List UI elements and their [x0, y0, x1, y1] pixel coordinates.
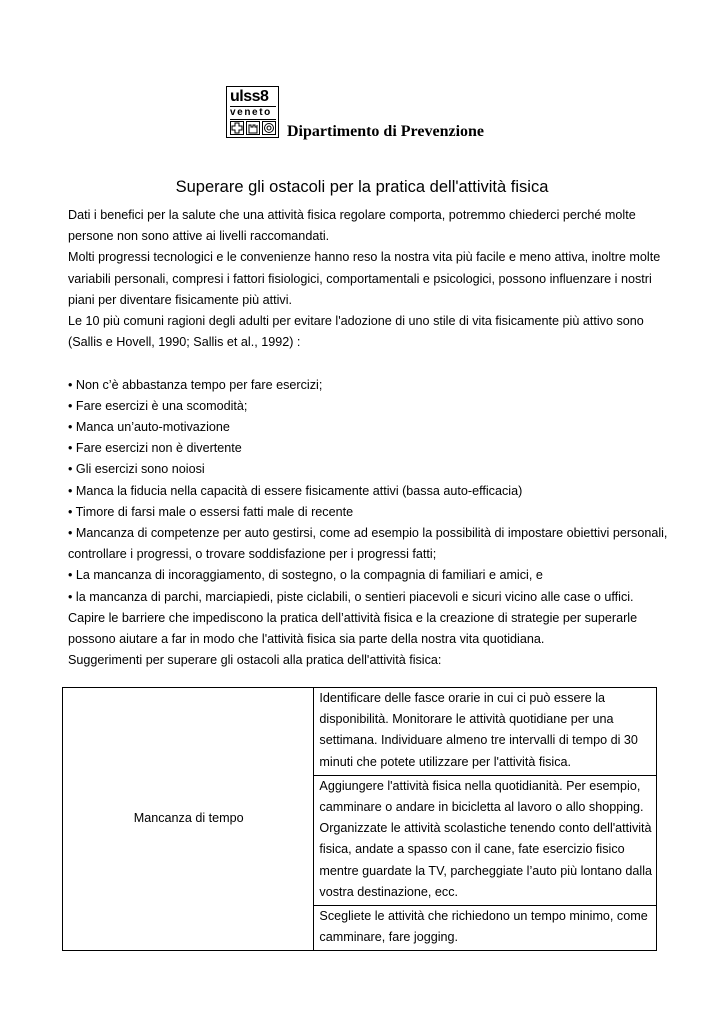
- tip-line: camminare, fare jogging.: [319, 930, 459, 945]
- list-item: • Gli esercizi sono noiosi: [68, 462, 205, 477]
- tips-table: [62, 687, 657, 951]
- castle-icon: [246, 121, 260, 135]
- tip-line: vostra destinazione, ecc.: [319, 884, 459, 899]
- document-body: [68, 205, 668, 671]
- tip-cell: [314, 906, 657, 951]
- tip-line: Identificare delle fasce orarie in cui ci può essere la: [319, 691, 606, 705]
- reasons-list: [68, 375, 668, 608]
- barrier-cell: Mancanza di tempo: [63, 688, 314, 951]
- list-item: controllare i progressi, o trovare soddisfazione per i progressi fatti;: [68, 547, 437, 562]
- text-line: Molti progressi tecnologici e le convenienze hanno reso la nostra vita più facile e meno attiva, inoltre molte: [68, 250, 661, 265]
- text-line: Le 10 più comuni ragioni degli adulti per evitare l'adozione di uno stile di vita fisicamente più attivo sono: [68, 314, 644, 329]
- text-line: Capire le barriere che impediscono la pratica dell’attività fisica e la creazione di strategie per superarle: [68, 610, 638, 625]
- tip-cell: [314, 775, 657, 905]
- text-line: possono aiutare a far in modo che l'attività fisica sia parte della nostra vita quotidiana.: [68, 632, 545, 647]
- list-item: • Non c’è abbastanza tempo per fare esercizi;: [68, 377, 323, 392]
- list-item: • Mancanza di competenze per auto gestirsi, come ad esempio la possibilità di impostare obiettivi personali,: [68, 526, 668, 541]
- tip-line: mentre guardate la TV, parcheggiate l’auto più lontano dalla: [319, 863, 652, 878]
- table-row: [63, 688, 657, 776]
- tip-line: disponibilità. Monitorare le attività quotidiane per una: [319, 712, 614, 727]
- document-title: Superare gli ostacoli per la pratica dell'attività fisica: [175, 178, 549, 196]
- text-line: (Sallis e Hovell, 1990; Sallis et al., 1992) :: [68, 335, 301, 350]
- tip-line: Scegliete le attività che richiedono un tempo minimo, come: [319, 909, 648, 924]
- tip-line: fisica, andate a spasso con il cane, fate esercizio fisico: [319, 842, 625, 857]
- text-line: piani per diventare fisicamente più attivi.: [68, 292, 293, 307]
- text-line: Dati i benefici per la salute che una attività fisica regolare comporta, potremmo chiederci perché molte: [68, 208, 636, 222]
- list-item: • la mancanza di parchi, marciapiedi, piste ciclabili, o sentieri piacevoli e sicuri vicino alle case o uffici.: [68, 589, 634, 604]
- logo-subtitle: veneto: [230, 106, 276, 120]
- ulss8-logo: [226, 86, 279, 138]
- list-item: • Timore di farsi male o essersi fatti male di recente: [68, 504, 354, 519]
- text-line: Suggerimenti per superare gli ostacoli alla pratica dell'attività fisica:: [68, 653, 442, 668]
- list-item: • Fare esercizi non è divertente: [68, 441, 242, 456]
- tip-line: settimana. Individuare almeno tre intervalli di tempo di 30: [319, 733, 638, 748]
- blank-line: [68, 353, 668, 374]
- cross-icon: [230, 121, 244, 135]
- text-line: persone non sono attive ai livelli raccomandati.: [68, 229, 330, 244]
- logo-name: ulss8: [230, 88, 269, 105]
- intro-section: [68, 205, 668, 353]
- list-item: • Manca la fiducia nella capacità di essere fisicamente attivi (bassa auto-efficacia): [68, 483, 523, 498]
- list-item: • Manca un’auto-motivazione: [68, 420, 230, 435]
- department-name: Dipartimento di Prevenzione: [287, 123, 485, 140]
- list-item: • Fare esercizi è una scomodità;: [68, 398, 248, 413]
- tip-line: Aggiungere l'attività fisica nella quotidianità. Per esempio,: [319, 778, 641, 793]
- swirl-icon: [262, 121, 276, 135]
- list-item: • La mancanza di incoraggiamento, di sostegno, o la compagnia di familiari e amici, e: [68, 568, 543, 583]
- tip-line: Organizzate le attività scolastiche tenendo conto dell'attività: [319, 821, 652, 836]
- text-line: variabili personali, compresi i fattori fisiologici, comportamentali e psicologici, possono influenzare i nostri: [68, 271, 652, 286]
- tip-cell: [314, 688, 657, 776]
- logo-icons: [230, 121, 276, 135]
- closing-section: [68, 608, 668, 672]
- tip-line: minuti che potete utilizzare per l'attività fisica.: [319, 754, 572, 769]
- tip-line: camminare o andare in bicicletta al lavoro o allo shopping.: [319, 800, 644, 815]
